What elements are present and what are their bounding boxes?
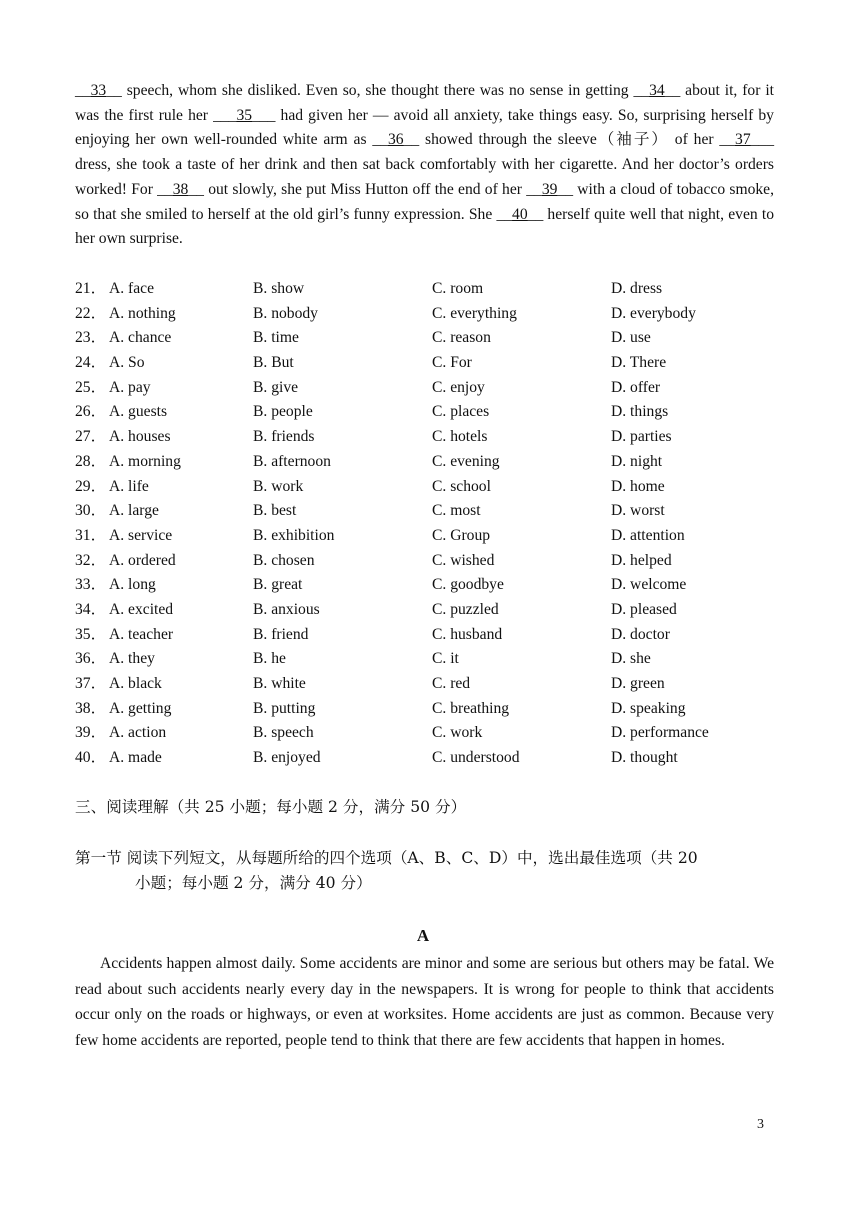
question-row: [75, 549, 775, 574]
option-b: B. nobody: [253, 304, 318, 322]
question-row: [75, 573, 775, 598]
question-number: 36．: [75, 650, 107, 668]
option-c: C. it: [432, 650, 459, 668]
option-b: B. speech: [253, 724, 314, 742]
option-a: A. they: [109, 650, 155, 668]
option-a: A. service: [109, 526, 173, 544]
question-number: 37．: [75, 675, 107, 692]
option-d: D. everybody: [611, 304, 696, 322]
option-a: A. large: [109, 502, 159, 520]
question-row: [75, 400, 775, 425]
question-row: [75, 277, 775, 302]
option-d: D. doctor: [611, 625, 670, 643]
question-row: [75, 351, 775, 376]
reading-paragraph: Accidents happen almost daily. Some accidents are minor and some are serious but others may be fatal. We read about such accidents nearly every day in the newspapers. It is wrong for people to think that accidents occur only on the roads or highways, or even at worksites. Home accidents are just as common. Because very few home accidents are reported, people tend to think that there are few accidents that happen in homes.: [75, 955, 774, 1049]
option-b: B. friend: [253, 625, 309, 643]
option-b: B. work: [253, 477, 304, 495]
option-c: C. evening: [432, 452, 500, 470]
option-b: B. enjoyed: [253, 749, 321, 767]
option-b: B. people: [253, 403, 313, 421]
option-c: C. red: [432, 675, 471, 692]
option-d: D. worst: [611, 502, 665, 520]
option-b: B. exhibition: [253, 526, 335, 544]
option-a: A. life: [109, 477, 149, 495]
option-a: A. getting: [109, 699, 172, 717]
blank-35: 35: [236, 106, 253, 124]
blank-33: 33: [90, 82, 107, 99]
option-a: A. guests: [109, 403, 168, 421]
question-number: 24．: [75, 354, 107, 372]
option-a: A. ordered: [109, 551, 176, 569]
question-row: [75, 524, 775, 549]
option-b: B. best: [253, 502, 297, 520]
question-row: [75, 697, 775, 722]
option-b: B. time: [253, 329, 299, 347]
blank-37: 37: [735, 131, 751, 149]
question-number: 38．: [75, 699, 107, 717]
option-c: C. everything: [432, 304, 517, 322]
question-number: 33．: [75, 576, 107, 594]
option-a: A. teacher: [109, 625, 174, 643]
question-row: [75, 647, 775, 672]
option-c: C. hotels: [432, 428, 488, 446]
text-segment: __ with a cloud of tobacco smoke, so that she smiled to herself at the old girl’s funny expression. She __: [75, 180, 774, 223]
question-number: 26．: [75, 403, 107, 421]
option-c: C. breathing: [432, 699, 510, 717]
question-row: [75, 598, 775, 623]
cloze-paragraph: [75, 79, 774, 252]
question-number: 30．: [75, 502, 107, 520]
option-b: B. anxious: [253, 600, 320, 618]
question-row: [75, 425, 775, 450]
option-b: B. show: [253, 280, 305, 297]
option-a: A. So: [109, 354, 145, 372]
option-c: C. puzzled: [432, 600, 499, 618]
option-c: C. husband: [432, 625, 503, 643]
option-d: D. pleased: [611, 600, 677, 618]
option-b: B. But: [253, 354, 294, 372]
option-d: D. There: [611, 354, 667, 372]
option-b: B. great: [253, 576, 303, 594]
option-c: C. school: [432, 477, 491, 495]
option-b: B. he: [253, 650, 286, 668]
option-a: A. excited: [109, 600, 174, 618]
cloze-passage-continued: [75, 79, 774, 252]
subsection-instructions: [75, 846, 775, 896]
page-number: 3: [757, 1117, 764, 1132]
option-c: C. Group: [432, 526, 491, 544]
option-d: D. use: [611, 329, 651, 347]
option-b: B. white: [253, 675, 306, 692]
option-d: D. dress: [611, 280, 663, 297]
question-number: 28．: [75, 452, 107, 470]
text-segment: ___ dress, she took a taste of her drink and then sat back comfortably with her cigarette. And her doctor’s orders worked! For __: [75, 131, 774, 198]
question-number: 21．: [75, 280, 107, 297]
option-c: C. wished: [432, 551, 495, 569]
blank-34: 34: [649, 82, 665, 99]
question-row: [75, 499, 775, 524]
question-number: 29．: [75, 477, 107, 495]
option-c: C. understood: [432, 749, 520, 767]
option-b: B. friends: [253, 428, 315, 446]
option-a: A. black: [109, 675, 162, 692]
question-number: 25．: [75, 378, 107, 396]
question-row: [75, 450, 775, 475]
option-d: D. offer: [611, 378, 661, 396]
option-a: A. nothing: [109, 304, 176, 322]
option-a: A. action: [109, 724, 167, 742]
instruction-line-2: 小题；每小题 2 分，满分 40 分）: [135, 874, 372, 892]
question-row: [75, 376, 775, 401]
text-segment: __ showed through the sleeve（袖子） of her __: [403, 131, 736, 149]
question-row: [75, 721, 775, 746]
question-number: 27．: [75, 428, 107, 446]
section-title: 三、阅读理解（共 25 小题；每小题 2 分，满分 50 分）: [75, 798, 467, 816]
blank-39: 39: [541, 180, 558, 198]
blank-38: 38: [172, 180, 189, 198]
option-d: D. welcome: [611, 576, 687, 594]
option-d: D. thought: [611, 749, 678, 767]
option-a: A. chance: [109, 329, 172, 347]
option-d: D. helped: [611, 551, 672, 569]
option-c: C. work: [432, 724, 483, 742]
question-row: [75, 672, 775, 697]
text-segment: ___ had given her — avoid all anxiety, take things easy. So, surprising herself by enjoying her own well-rounded white arm as __: [75, 106, 774, 149]
option-a: A. pay: [109, 378, 151, 396]
option-d: D. night: [611, 452, 663, 470]
option-c: C. room: [432, 280, 484, 297]
option-a: A. made: [109, 749, 162, 767]
option-a: A. houses: [109, 428, 171, 446]
option-d: D. attention: [611, 526, 685, 544]
option-d: D. performance: [611, 724, 709, 742]
text-segment: __: [75, 82, 91, 99]
text-segment: __ speech, whom she disliked. Even so, she thought there was no sense in getting __: [106, 82, 650, 99]
option-a: A. long: [109, 576, 156, 594]
option-b: B. chosen: [253, 551, 315, 569]
question-number: 35．: [75, 625, 107, 643]
reading-passage-a: [75, 951, 774, 1053]
option-b: B. afternoon: [253, 452, 331, 470]
option-b: B. putting: [253, 699, 316, 717]
text-segment: __ herself quite well that night, even to her own surprise.: [75, 205, 775, 248]
option-c: C. enjoy: [432, 378, 485, 396]
question-number: 23．: [75, 329, 107, 347]
option-a: A. face: [109, 280, 155, 297]
option-d: D. parties: [611, 428, 672, 446]
option-a: A. morning: [109, 452, 181, 470]
question-number: 32．: [75, 551, 107, 569]
option-b: B. give: [253, 378, 299, 396]
text-segment: __ out slowly, she put Miss Hutton off the end of her __: [188, 180, 542, 198]
option-c: C. For: [432, 354, 472, 372]
question-number: 39．: [75, 724, 107, 742]
question-row: [75, 475, 775, 500]
option-c: C. goodbye: [432, 576, 504, 594]
option-d: D. speaking: [611, 699, 686, 717]
text-segment: __ about it, for it was the first rule her ___: [75, 82, 774, 124]
option-d: D. she: [611, 650, 651, 668]
question-row: [75, 746, 775, 771]
option-d: D. home: [611, 477, 665, 495]
question-row: [75, 326, 775, 351]
question-row: [75, 623, 775, 648]
blank-40: 40: [512, 205, 528, 223]
instruction-line-1: 第一节 阅读下列短文，从每题所给的四个选项（A、B、C、D）中，选出最佳选项（共 20: [75, 849, 698, 867]
answer-options-list: [75, 277, 775, 771]
question-number: 40．: [75, 749, 107, 767]
passage-heading: A: [416, 926, 430, 945]
question-number: 22．: [75, 304, 107, 322]
option-d: D. things: [611, 403, 669, 421]
option-c: C. places: [432, 403, 490, 421]
blank-36: 36: [387, 131, 404, 149]
option-d: D. green: [611, 675, 665, 692]
option-c: C. most: [432, 502, 481, 520]
question-number: 34．: [75, 600, 107, 618]
question-number: 31．: [75, 526, 107, 544]
question-row: [75, 302, 775, 327]
option-c: C. reason: [432, 329, 491, 347]
